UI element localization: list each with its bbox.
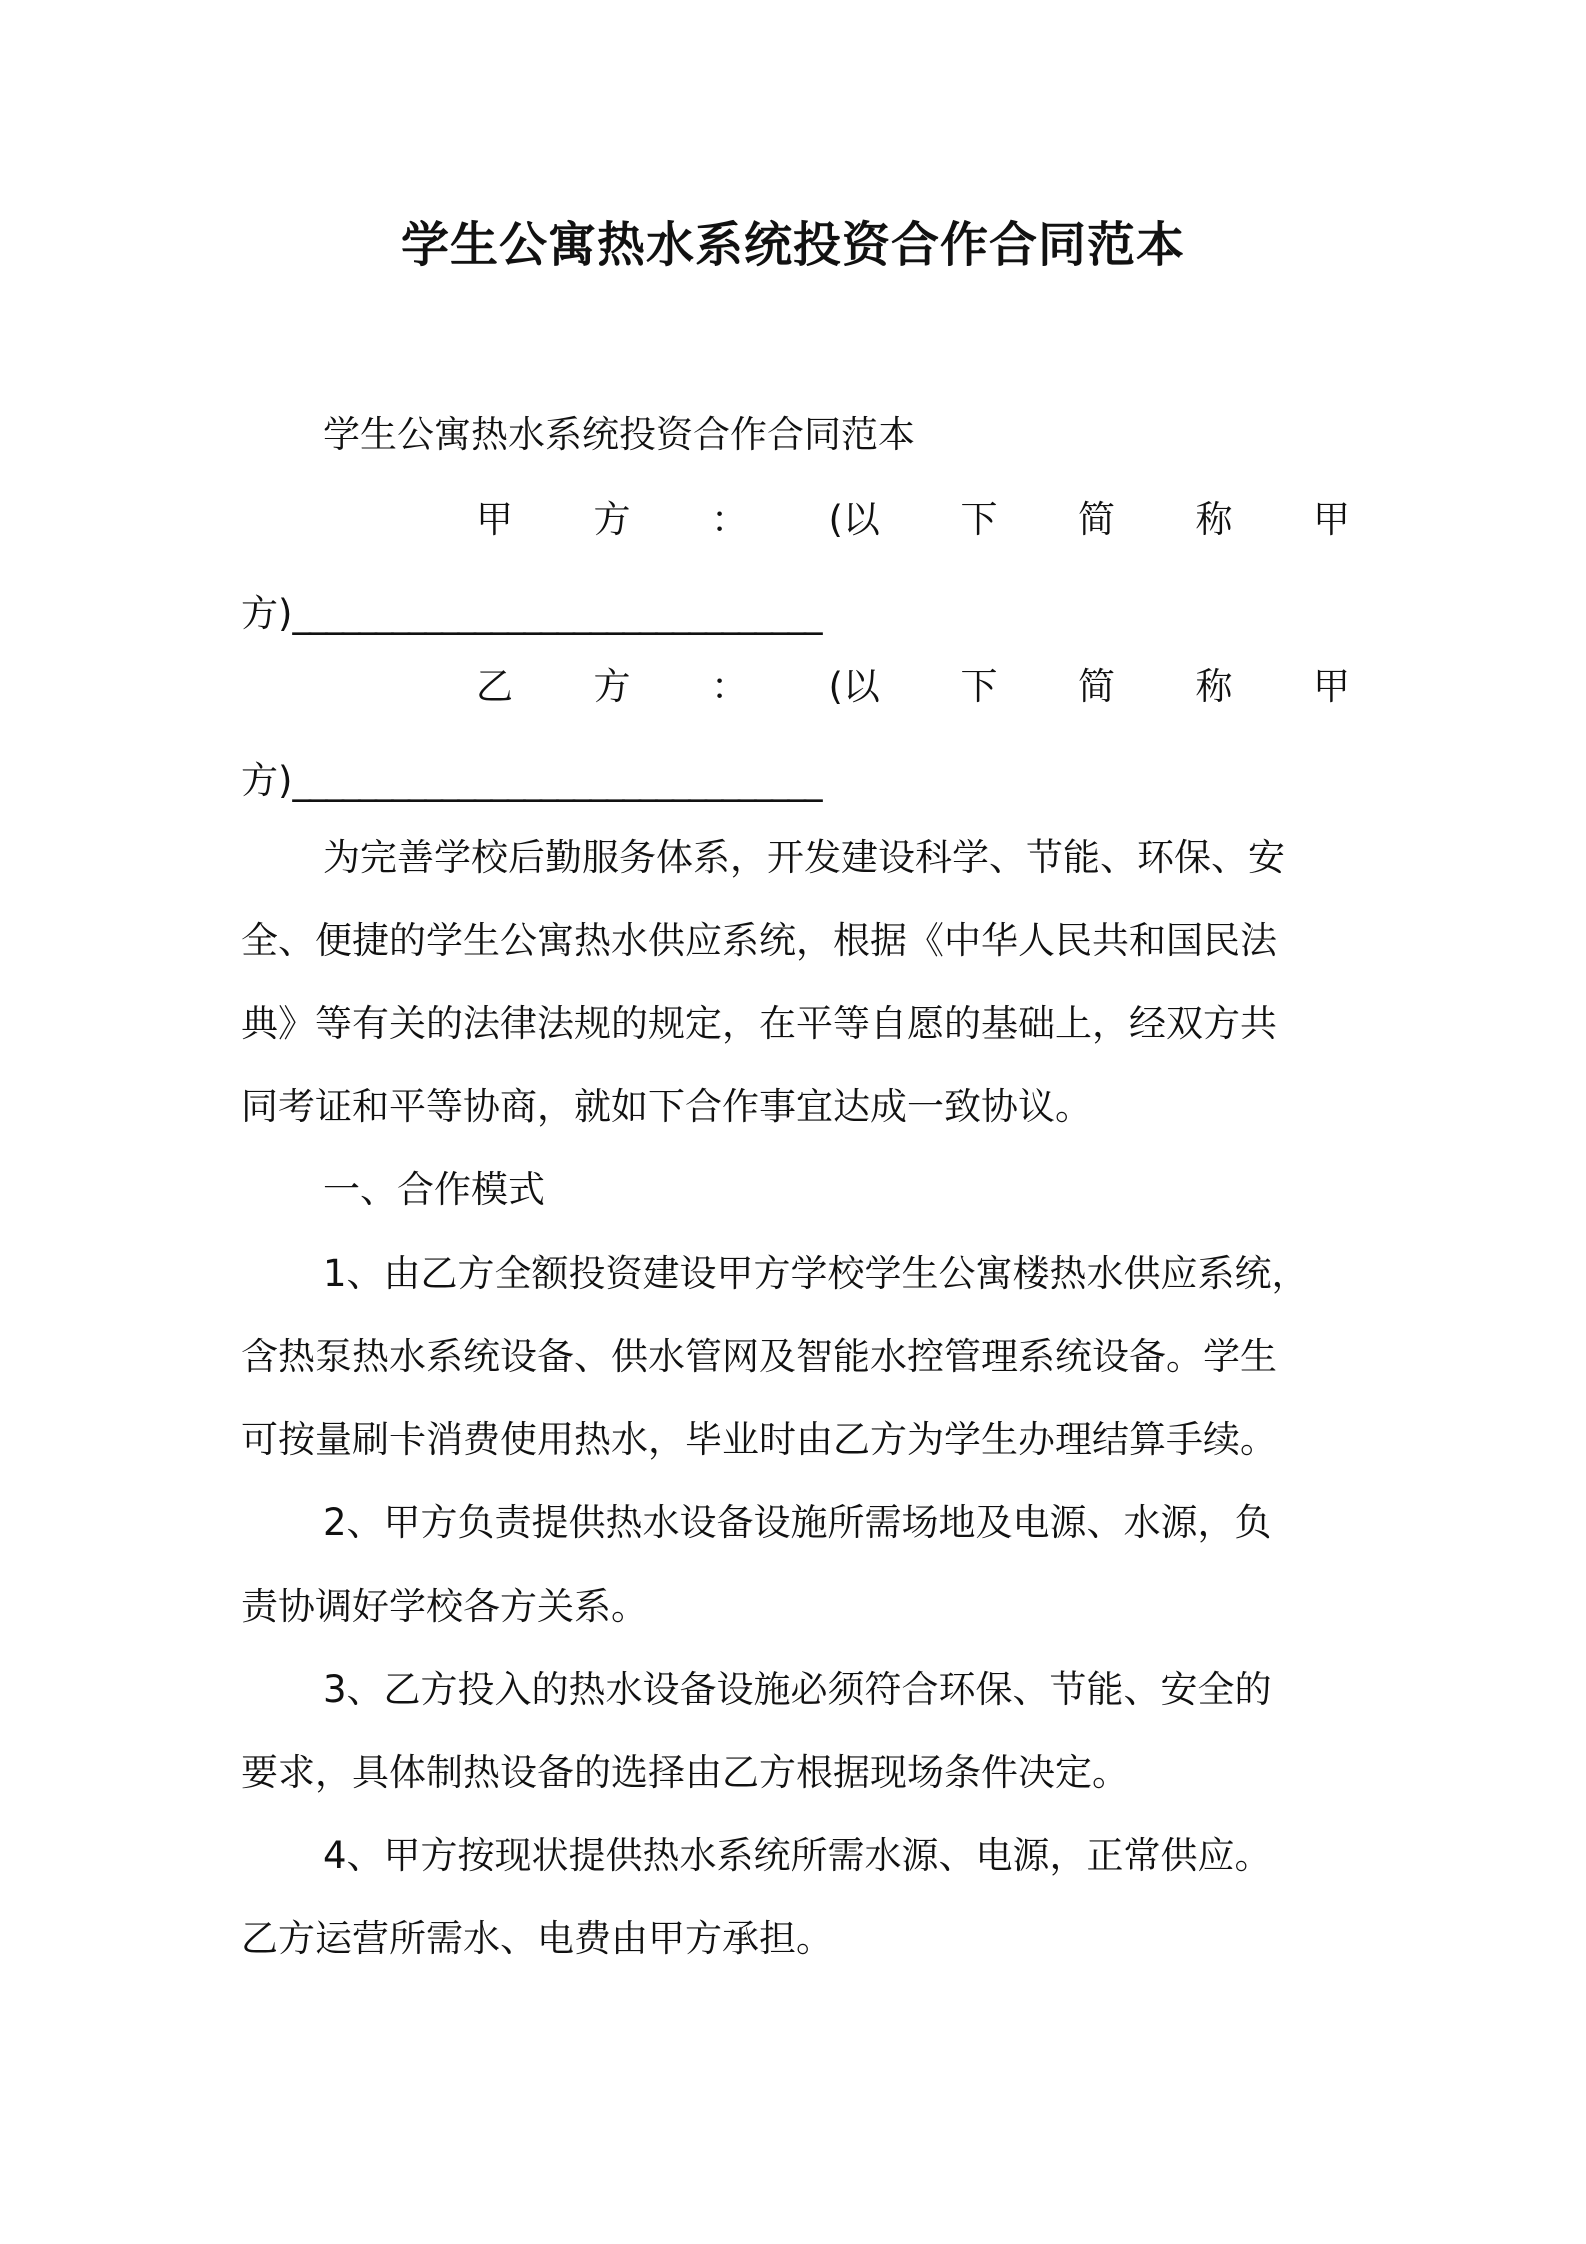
party-b-tail: 方) [241,759,293,802]
preamble-line: 为完善学校后勤服务体系，开发建设科学、节能、环保、安 [323,836,1285,879]
party-b-char: 简 [1077,665,1115,708]
party-b-blank: ________________________________ [292,759,821,802]
party-a-char: 称 [1195,498,1233,541]
clause-3-line: 3、乙方投入的热水设备设施必须符合环保、节能、安全的 [323,1668,1272,1711]
party-b-char: ： [711,665,748,708]
party-a-blank: ________________________________ [292,592,821,635]
party-b-char: 称 [1195,665,1233,708]
clause-4-line: 乙方运营所需水、电费由甲方承担。 [241,1917,833,1960]
party-b-char: 下 [960,665,998,708]
party-b-char: 乙 [476,665,513,708]
preamble-line: 典》等有关的法律法规的规定，在平等自愿的基础上，经双方共 [241,1002,1277,1045]
clause-1-line: 可按量刷卡消费使用热水，毕业时由乙方为学生办理结算手续。 [241,1418,1277,1461]
party-b-row [476,657,1350,717]
clause-2-line: 责协调好学校各方关系。 [241,1585,648,1628]
party-a-char: 甲 [1312,498,1350,541]
clause-4-line: 4、甲方按现状提供热水系统所需水源、电源，正常供应。 [323,1834,1272,1877]
party-a-char: 甲 [476,498,513,541]
party-b-fill-line [241,751,820,811]
party-b-char: 方 [593,665,631,708]
clause-1-line: 1、由乙方全额投资建设甲方学校学生公寓楼热水供应系统， [323,1252,1309,1295]
clause-3-line: 要求，具体制热设备的选择由乙方根据现场条件决定。 [241,1751,1129,1794]
clause-2-line: 2、甲方负责提供热水设备设施所需场地及电源、水源，负 [323,1501,1272,1544]
party-a-char: (以 [828,498,880,541]
section-heading: 一、合作模式 [323,1168,545,1211]
party-a-char: ： [711,498,748,541]
party-a-tail: 方) [241,592,293,635]
party-a-char: 简 [1077,498,1115,541]
clause-1-line: 含热泵热水系统设备、供水管网及智能水控管理系统设备。学生 [241,1335,1277,1378]
party-b-char: (以 [828,665,880,708]
party-a-char: 下 [960,498,998,541]
party-a-char: 方 [593,498,631,541]
document-subtitle: 学生公寓热水系统投资合作合同范本 [323,413,915,456]
party-a-row [476,490,1350,550]
preamble-line: 全、便捷的学生公寓热水供应系统，根据《中华人民共和国民法 [241,919,1277,962]
party-b-char: 甲 [1312,665,1350,708]
party-a-fill-line [241,584,820,644]
document-title: 学生公寓热水系统投资合作合同范本 [400,217,1185,273]
preamble-line: 同考证和平等协商，就如下合作事宜达成一致协议。 [241,1085,1092,1128]
